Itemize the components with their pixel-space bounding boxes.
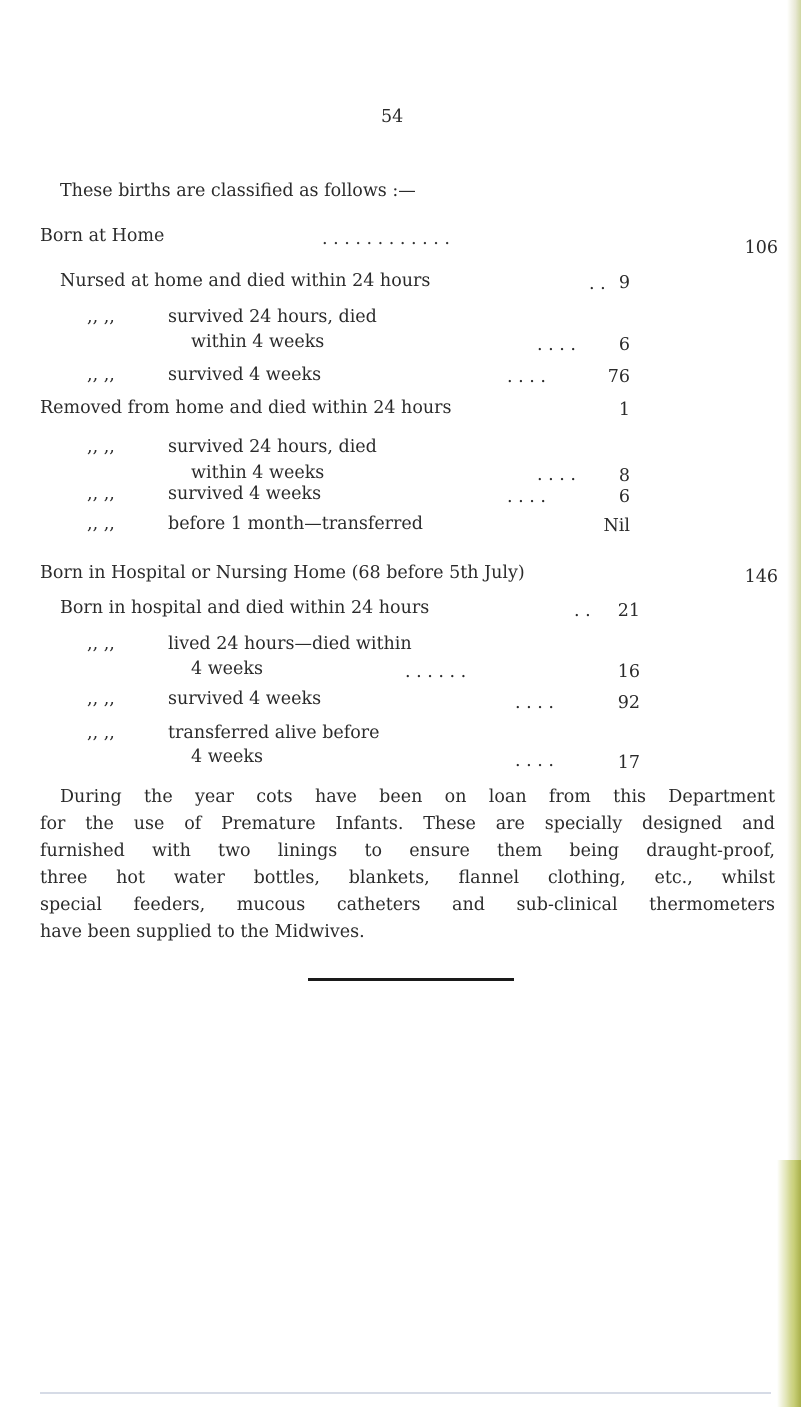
row-leader: . . . .	[507, 367, 546, 387]
row-leader: . .	[589, 274, 606, 294]
intro-text: These births are classified as follows :—	[60, 181, 416, 201]
row-leader: . . . .	[537, 335, 576, 355]
paragraph-line: have been supplied to the Midwives.	[40, 922, 365, 942]
paragraph-line: special feeders, mucous catheters and sub-clinical thermometers	[40, 895, 775, 915]
row-label: survived 4 weeks	[168, 365, 322, 385]
ditto-marks: ,, ,,	[87, 634, 115, 654]
home-total: 106	[744, 238, 778, 258]
section-divider	[308, 978, 514, 981]
paragraph-line: furnished with two linings to ensure them being draught-proof,	[40, 841, 775, 861]
home-heading-leader: . . . . . . . . . . . .	[322, 229, 450, 249]
row-value: 9	[618, 273, 630, 293]
row-label: Born in hospital and died within 24 hours	[60, 598, 430, 618]
row-value: 16	[617, 662, 640, 682]
row-leader: . . . .	[507, 487, 546, 507]
ditto-marks: ,, ,,	[87, 437, 115, 457]
row-label: Removed from home and died within 24 hours	[40, 398, 452, 418]
row-value: 8	[618, 466, 630, 486]
row-label: transferred alive before	[168, 723, 380, 743]
row-label: Nursed at home and died within 24 hours	[60, 271, 431, 291]
row-value: 92	[617, 693, 640, 713]
home-heading: Born at Home	[40, 226, 165, 246]
row-leader: . . . .	[515, 751, 554, 771]
ditto-marks: ,, ,,	[87, 307, 115, 327]
page-number: 54	[381, 107, 404, 127]
paragraph-line: for the use of Premature Infants. These are specially designed and	[40, 814, 775, 834]
row-label-continued: 4 weeks	[191, 659, 263, 679]
row-label: survived 4 weeks	[168, 689, 322, 709]
row-label-continued: within 4 weeks	[191, 463, 325, 483]
row-label-continued: 4 weeks	[191, 747, 263, 767]
ditto-marks: ,, ,,	[87, 484, 115, 504]
scan-bottom-line	[40, 1392, 771, 1394]
hospital-total: 146	[744, 567, 778, 587]
row-label: before 1 month—transferred	[168, 514, 423, 534]
row-value: 76	[607, 367, 630, 387]
ditto-marks: ,, ,,	[87, 723, 115, 743]
hospital-heading: Born in Hospital or Nursing Home (68 before 5th July)	[40, 563, 525, 583]
row-value: 1	[618, 400, 630, 420]
row-label: lived 24 hours—died within	[168, 634, 412, 654]
row-leader: . . . .	[537, 465, 576, 485]
ditto-marks: ,, ,,	[87, 689, 115, 709]
row-value: 17	[617, 753, 640, 773]
row-value: Nil	[603, 516, 630, 536]
row-value: 6	[618, 335, 630, 355]
body-paragraph	[40, 784, 775, 946]
row-leader: . .	[574, 601, 591, 621]
row-leader: . . . . . .	[405, 662, 467, 682]
paragraph-line: During the year cots have been on loan from this Department	[60, 787, 775, 807]
ditto-marks: ,, ,,	[87, 514, 115, 534]
row-leader: . . . .	[515, 693, 554, 713]
row-value: 6	[618, 487, 630, 507]
row-label: survived 4 weeks	[168, 484, 322, 504]
paragraph-line: three hot water bottles, blankets, flannel clothing, etc., whilst	[40, 868, 775, 888]
ditto-marks: ,, ,,	[87, 365, 115, 385]
row-label: survived 24 hours, died	[168, 437, 377, 457]
page-edge-stain	[777, 1160, 801, 1407]
row-label: survived 24 hours, died	[168, 307, 377, 327]
row-value: 21	[617, 601, 640, 621]
row-label-continued: within 4 weeks	[191, 332, 325, 352]
